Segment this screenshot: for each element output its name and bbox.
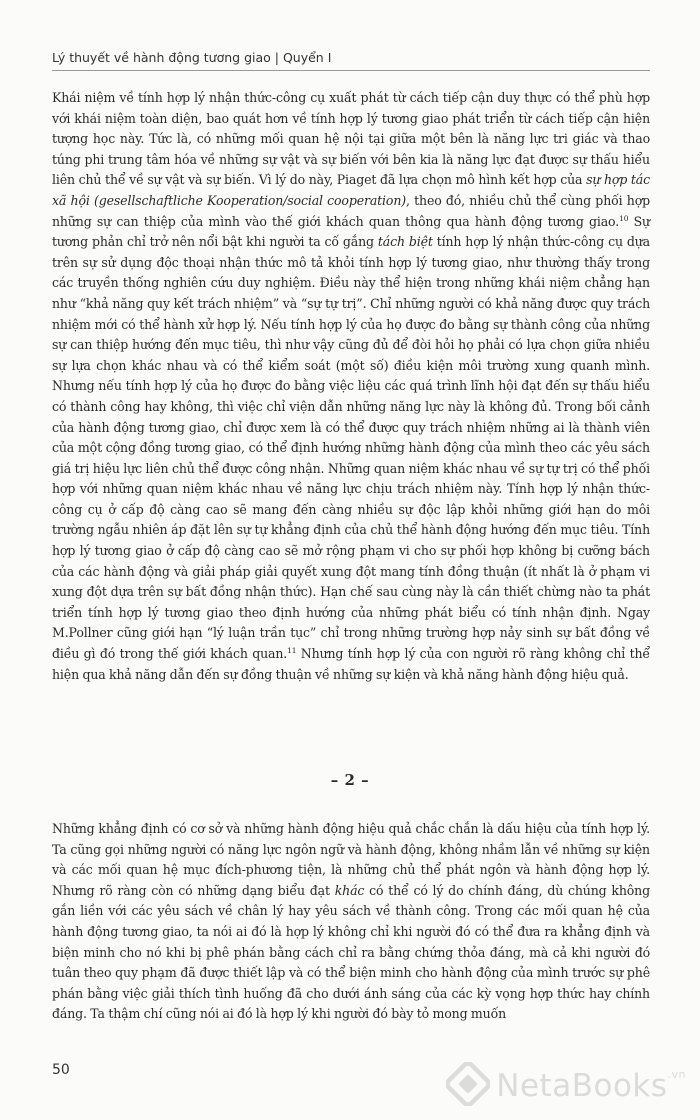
header-divider xyxy=(52,70,650,71)
italic-term: tách biệt xyxy=(377,234,433,250)
watermark xyxy=(446,1060,686,1112)
paragraph-text: Nhưng tính hợp lý của con người rõ ràng không chỉ thể hiện qua khả năng dẫn đến sự đồng thuận về những sự kiện và khả năng hành động hiệu quả. xyxy=(52,646,650,682)
paragraph-text: Sự tương phản chỉ trở nên nổi bật khi người ta cố gắng xyxy=(52,213,650,250)
watermark-brand: NetaBooks$^{.vn}$ xyxy=(496,1068,686,1104)
footnote-ref-10[interactable]: 10 xyxy=(619,213,629,223)
page-number: 50 xyxy=(52,1062,70,1078)
body-paragraph-1 xyxy=(52,88,650,685)
netabooks-logo-icon xyxy=(446,1062,490,1110)
paragraph-text: Khái niệm về tính hợp lý nhận thức-công cụ xuất phát từ cách tiếp cận duy thực có thể phù hợp với khái niệm toàn diện, bao quát hơn về tính hợp lý tương giao phát triển từ cách tiếp cận hiện tượng học này. Tức là, có những mối quan hệ nội tại giữa một bên là năng lực tri giác và thao túng phi trung tâm hóa về những sự vật và sự biến với bên kia là năng lực đạt được sự thấu hiểu liên chủ thể về sự vật và sự biến. Vì lý do này, Piaget đã lựa chọn mô hình kết hợp của xyxy=(52,90,650,188)
body-paragraph-2 xyxy=(52,819,650,1025)
footnote-ref-11[interactable]: 11 xyxy=(287,646,297,656)
section-heading: – 2 – xyxy=(330,771,370,789)
paragraph-text: tính hợp lý nhận thức-công cụ dựa trên sự sử dụng độc thoại nhận thức mô tả khỏi tính hợp lý tương giao, như thường thấy trong các truyền thống nghiên cứu duy nghiệm. Điều này thể hiện trong những khái niệm chẳng hạn như “khả năng quy kết trách nhiệm” và “sự tự trị”. Chỉ những người có khả năng được quy trách nhiệm mới có thể hành xử hợp lý. Nếu tính hợp lý của họ được đo bằng sự thành công của những sự can thiệp hướng đến mục tiêu, thì như vậy cũng đủ để đòi hỏi họ phải có lựa chọn giữa nhiều sự lựa chọn khác nhau và có thể kiểm soát (một số) điều kiện môi trường xung quanh mình. Nhưng nếu tính hợp lý của họ được đo bằng việc liệu các quá trình lĩnh hội đạt đến sự thấu hiểu có thành công hay không, thì việc chỉ viện dẫn những năng lực này là không đủ. Trong bối cảnh của hành động tương giao, chỉ được xem là có thể được quy trách nhiệm những ai là thành viên của một cộng đồng tương giao, có thể định hướng những hành động của mình theo các yêu sách giá trị hiệu lực liên chủ thể được công nhận. Những quan niệm khác nhau về sự tự trị có thể phối hợp với những quan niệm khác nhau về năng lực chịu trách nhiệm này. Tính hợp lý nhận thức-công cụ ở cấp độ càng cao sẽ mang đến càng nhiều sự độc lập khỏi những giới hạn do môi trường ngẫu nhiên áp đặt lên sự tự khẳng định của chủ thể hành động hướng đến mục tiêu. Tính hợp lý tương giao ở cấp độ càng cao sẽ mở rộng phạm vi cho sự phối hợp không bị cưỡng bách của các hành động và giải pháp giải quyết xung đột mang tính đồng thuận (ít nhất là ở phạm vi xung đột dựa trên sự bất đồng nhận thức). Hạn chế sau cùng này là cần thiết chừng nào ta phát triển tính hợp lý tương giao theo định hướng của những phát biểu có tính nhận định. Ngay M.Pollner cũng giới hạn “lý luận trần tục” chỉ trong những trường hợp nảy sinh sự bất đồng về điều gì đó trong thế giới khách quan. xyxy=(52,234,650,662)
paragraph-text: Những khẳng định có cơ sở và những hành động hiệu quả chắc chắn là dấu hiệu của tính hợp lý. Ta cũng gọi những người có năng lực ngôn ngữ và hành động, không nhầm lẫn về những sự kiện và các mối quan hệ mục đích-phương tiện, là những chủ thể phát ngôn và hành động hợp lý. Nhưng rõ ràng còn có những dạng biểu đạt xyxy=(52,821,650,898)
running-header: Lý thuyết về hành động tương giao | Quyển I xyxy=(52,50,332,65)
italic-term: sự hợp tác xã hội (gesellschaftliche Kooperation/social cooperation) xyxy=(52,172,650,208)
paragraph-text: , theo đó, nhiều chủ thể cùng phối hợp những sự can thiệp của mình vào thế giới khách quan thông qua hành động tương giao. xyxy=(52,192,650,229)
paragraph-text: có thể có lý do chính đáng, dù chúng không gắn liền với các yêu sách về chân lý hay yêu sách về thành công. Trong các mối quan hệ của hành động tương giao, ta nói ai đó là hợp lý không chỉ khi người đó có thể đưa ra khẳng định và biện minh cho nó khi bị phê phán bằng cách chỉ ra bằng chứng thỏa đáng, mà cả khi người đó tuân theo quy phạm đã được thiết lập và có thể biện minh cho hành động của mình trước sự phê phán bằng việc giải thích tình huống đã cho dưới ánh sáng của các kỳ vọng hợp thức hay chính đáng. Ta thậm chí cũng nói ai đó là hợp lý khi người đó bày tỏ mong muốn xyxy=(52,882,650,1022)
italic-term: khác xyxy=(334,882,365,898)
